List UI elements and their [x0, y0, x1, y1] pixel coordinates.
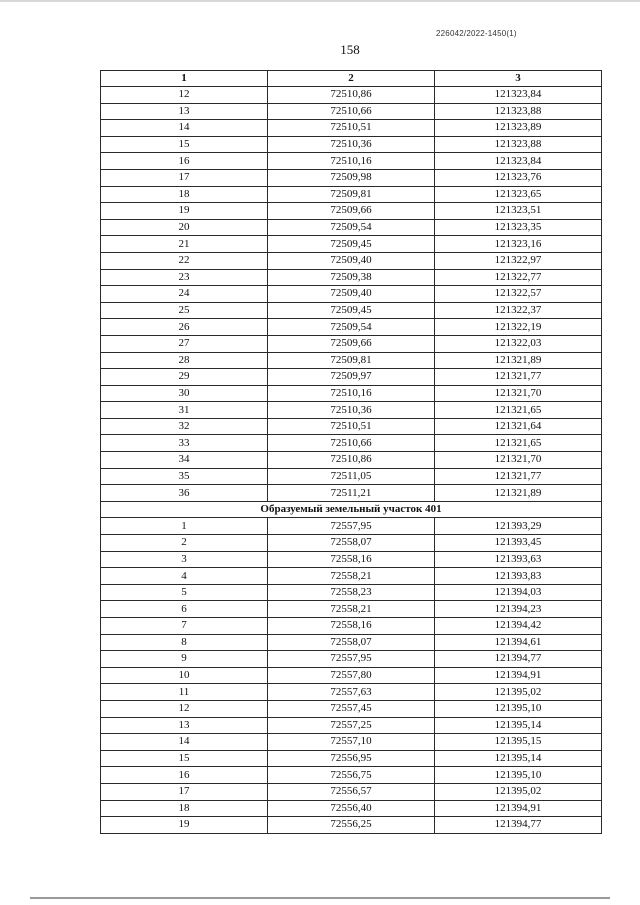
x-coordinate-cell: 72509,54 [268, 319, 435, 336]
x-coordinate-cell: 72509,38 [268, 269, 435, 286]
point-number-cell: 19 [101, 203, 268, 220]
point-number-cell: 31 [101, 402, 268, 419]
y-coordinate-cell: 121323,88 [435, 136, 602, 153]
table-row [101, 153, 602, 170]
table-row [101, 352, 602, 369]
x-coordinate-cell: 72509,81 [268, 352, 435, 369]
x-coordinate-cell: 72509,45 [268, 302, 435, 319]
y-coordinate-cell: 121394,23 [435, 601, 602, 618]
point-number-cell: 17 [101, 783, 268, 800]
y-coordinate-cell: 121323,88 [435, 103, 602, 120]
header-cell-y: 3 [435, 71, 602, 87]
x-coordinate-cell: 72510,66 [268, 103, 435, 120]
table-row [101, 418, 602, 435]
y-coordinate-cell: 121395,02 [435, 783, 602, 800]
x-coordinate-cell: 72509,40 [268, 286, 435, 303]
x-coordinate-cell: 72510,51 [268, 120, 435, 137]
table-row [101, 120, 602, 137]
x-coordinate-cell: 72510,36 [268, 402, 435, 419]
point-number-cell: 14 [101, 734, 268, 751]
x-coordinate-cell: 72558,23 [268, 584, 435, 601]
table-row [101, 186, 602, 203]
x-coordinate-cell: 72558,16 [268, 618, 435, 635]
table-row [101, 87, 602, 104]
y-coordinate-cell: 121395,02 [435, 684, 602, 701]
section-title-row [101, 501, 602, 518]
y-coordinate-cell: 121323,35 [435, 219, 602, 236]
point-number-cell: 21 [101, 236, 268, 253]
y-coordinate-cell: 121322,77 [435, 269, 602, 286]
y-coordinate-cell: 121394,61 [435, 634, 602, 651]
x-coordinate-cell: 72510,51 [268, 418, 435, 435]
point-number-cell: 5 [101, 584, 268, 601]
x-coordinate-cell: 72556,95 [268, 750, 435, 767]
point-number-cell: 26 [101, 319, 268, 336]
top-scan-edge [0, 0, 640, 2]
point-number-cell: 16 [101, 767, 268, 784]
point-number-cell: 16 [101, 153, 268, 170]
table-row [101, 700, 602, 717]
y-coordinate-cell: 121323,89 [435, 120, 602, 137]
table-row [101, 136, 602, 153]
point-number-cell: 2 [101, 535, 268, 552]
point-number-cell: 32 [101, 418, 268, 435]
table-row [101, 485, 602, 502]
y-coordinate-cell: 121393,63 [435, 551, 602, 568]
y-coordinate-cell: 121321,65 [435, 402, 602, 419]
y-coordinate-cell: 121395,15 [435, 734, 602, 751]
table-row [101, 584, 602, 601]
y-coordinate-cell: 121393,45 [435, 535, 602, 552]
point-number-cell: 24 [101, 286, 268, 303]
point-number-cell: 27 [101, 335, 268, 352]
point-number-cell: 4 [101, 568, 268, 585]
table-row [101, 800, 602, 817]
y-coordinate-cell: 121322,97 [435, 252, 602, 269]
point-number-cell: 11 [101, 684, 268, 701]
point-number-cell: 20 [101, 219, 268, 236]
x-coordinate-cell: 72557,45 [268, 700, 435, 717]
point-number-cell: 25 [101, 302, 268, 319]
table-row [101, 435, 602, 452]
y-coordinate-cell: 121395,10 [435, 767, 602, 784]
x-coordinate-cell: 72557,80 [268, 667, 435, 684]
table-row [101, 667, 602, 684]
x-coordinate-cell: 72558,07 [268, 535, 435, 552]
x-coordinate-cell: 72511,05 [268, 468, 435, 485]
table-row [101, 734, 602, 751]
x-coordinate-cell: 72557,95 [268, 518, 435, 535]
point-number-cell: 22 [101, 252, 268, 269]
table-row [101, 684, 602, 701]
x-coordinate-cell: 72509,97 [268, 369, 435, 386]
y-coordinate-cell: 121323,16 [435, 236, 602, 253]
page-number: 158 [340, 42, 360, 57]
point-number-cell: 12 [101, 87, 268, 104]
table-row [101, 634, 602, 651]
point-number-cell: 3 [101, 551, 268, 568]
x-coordinate-cell: 72509,98 [268, 169, 435, 186]
point-number-cell: 19 [101, 817, 268, 834]
x-coordinate-cell: 72509,45 [268, 236, 435, 253]
x-coordinate-cell: 72557,10 [268, 734, 435, 751]
y-coordinate-cell: 121322,57 [435, 286, 602, 303]
x-coordinate-cell: 72510,66 [268, 435, 435, 452]
y-coordinate-cell: 121321,89 [435, 485, 602, 502]
x-coordinate-cell: 72510,36 [268, 136, 435, 153]
table-row [101, 286, 602, 303]
point-number-cell: 29 [101, 369, 268, 386]
y-coordinate-cell: 121394,77 [435, 651, 602, 668]
point-number-cell: 15 [101, 750, 268, 767]
x-coordinate-cell: 72556,57 [268, 783, 435, 800]
x-coordinate-cell: 72510,86 [268, 87, 435, 104]
y-coordinate-cell: 121323,84 [435, 87, 602, 104]
point-number-cell: 10 [101, 667, 268, 684]
point-number-cell: 13 [101, 103, 268, 120]
table-row [101, 252, 602, 269]
y-coordinate-cell: 121394,91 [435, 667, 602, 684]
x-coordinate-cell: 72509,81 [268, 186, 435, 203]
table-row [101, 551, 602, 568]
x-coordinate-cell: 72509,66 [268, 203, 435, 220]
point-number-cell: 18 [101, 800, 268, 817]
y-coordinate-cell: 121395,14 [435, 750, 602, 767]
table-row [101, 468, 602, 485]
x-coordinate-cell: 72511,21 [268, 485, 435, 502]
table-row [101, 767, 602, 784]
point-number-cell: 15 [101, 136, 268, 153]
table-row [101, 219, 602, 236]
x-coordinate-cell: 72556,75 [268, 767, 435, 784]
table-row [101, 717, 602, 734]
y-coordinate-cell: 121321,77 [435, 468, 602, 485]
point-number-cell: 13 [101, 717, 268, 734]
y-coordinate-cell: 121394,77 [435, 817, 602, 834]
header-cell-x: 2 [268, 71, 435, 87]
x-coordinate-cell: 72558,07 [268, 634, 435, 651]
table-row [101, 402, 602, 419]
bottom-scan-edge [30, 897, 610, 899]
table-row [101, 302, 602, 319]
document-number: 226042/2022-1450(1) [436, 29, 517, 38]
x-coordinate-cell: 72509,66 [268, 335, 435, 352]
y-coordinate-cell: 121323,84 [435, 153, 602, 170]
table-row [101, 236, 602, 253]
point-number-cell: 28 [101, 352, 268, 369]
point-number-cell: 18 [101, 186, 268, 203]
table-row [101, 601, 602, 618]
point-number-cell: 8 [101, 634, 268, 651]
y-coordinate-cell: 121321,70 [435, 385, 602, 402]
table-row [101, 369, 602, 386]
x-coordinate-cell: 72510,16 [268, 385, 435, 402]
x-coordinate-cell: 72557,25 [268, 717, 435, 734]
y-coordinate-cell: 121393,29 [435, 518, 602, 535]
x-coordinate-cell: 72557,95 [268, 651, 435, 668]
table-row [101, 269, 602, 286]
x-coordinate-cell: 72556,25 [268, 817, 435, 834]
y-coordinate-cell: 121321,89 [435, 352, 602, 369]
table-row [101, 203, 602, 220]
y-coordinate-cell: 121323,65 [435, 186, 602, 203]
table-row [101, 783, 602, 800]
table-row [101, 568, 602, 585]
table-row [101, 103, 602, 120]
y-coordinate-cell: 121323,76 [435, 169, 602, 186]
x-coordinate-cell: 72509,40 [268, 252, 435, 269]
y-coordinate-cell: 121393,83 [435, 568, 602, 585]
table-row [101, 750, 602, 767]
point-number-cell: 33 [101, 435, 268, 452]
point-number-cell: 14 [101, 120, 268, 137]
x-coordinate-cell: 72556,40 [268, 800, 435, 817]
y-coordinate-cell: 121395,14 [435, 717, 602, 734]
point-number-cell: 23 [101, 269, 268, 286]
y-coordinate-cell: 121321,77 [435, 369, 602, 386]
x-coordinate-cell: 72510,16 [268, 153, 435, 170]
point-number-cell: 36 [101, 485, 268, 502]
point-number-cell: 34 [101, 452, 268, 469]
y-coordinate-cell: 121394,91 [435, 800, 602, 817]
y-coordinate-cell: 121395,10 [435, 700, 602, 717]
x-coordinate-cell: 72510,86 [268, 452, 435, 469]
table-header-row [101, 71, 602, 87]
x-coordinate-cell: 72558,16 [268, 551, 435, 568]
table-row [101, 651, 602, 668]
table-row [101, 535, 602, 552]
table-row [101, 169, 602, 186]
point-number-cell: 35 [101, 468, 268, 485]
point-number-cell: 12 [101, 700, 268, 717]
y-coordinate-cell: 121394,42 [435, 618, 602, 635]
section-title: Образуемый земельный участок 401 [101, 501, 602, 518]
x-coordinate-cell: 72558,21 [268, 601, 435, 618]
point-number-cell: 7 [101, 618, 268, 635]
point-number-cell: 30 [101, 385, 268, 402]
x-coordinate-cell: 72558,21 [268, 568, 435, 585]
y-coordinate-cell: 121321,65 [435, 435, 602, 452]
point-number-cell: 1 [101, 518, 268, 535]
header-cell-point: 1 [101, 71, 268, 87]
table-row [101, 518, 602, 535]
y-coordinate-cell: 121322,03 [435, 335, 602, 352]
y-coordinate-cell: 121323,51 [435, 203, 602, 220]
point-number-cell: 6 [101, 601, 268, 618]
table-row [101, 335, 602, 352]
y-coordinate-cell: 121322,19 [435, 319, 602, 336]
table-row [101, 319, 602, 336]
point-number-cell: 9 [101, 651, 268, 668]
point-number-cell: 17 [101, 169, 268, 186]
x-coordinate-cell: 72509,54 [268, 219, 435, 236]
y-coordinate-cell: 121394,03 [435, 584, 602, 601]
coordinates-table [100, 70, 602, 834]
y-coordinate-cell: 121321,70 [435, 452, 602, 469]
table-row [101, 817, 602, 834]
table-row [101, 618, 602, 635]
table-row [101, 385, 602, 402]
y-coordinate-cell: 121321,64 [435, 418, 602, 435]
y-coordinate-cell: 121322,37 [435, 302, 602, 319]
x-coordinate-cell: 72557,63 [268, 684, 435, 701]
table-row [101, 452, 602, 469]
